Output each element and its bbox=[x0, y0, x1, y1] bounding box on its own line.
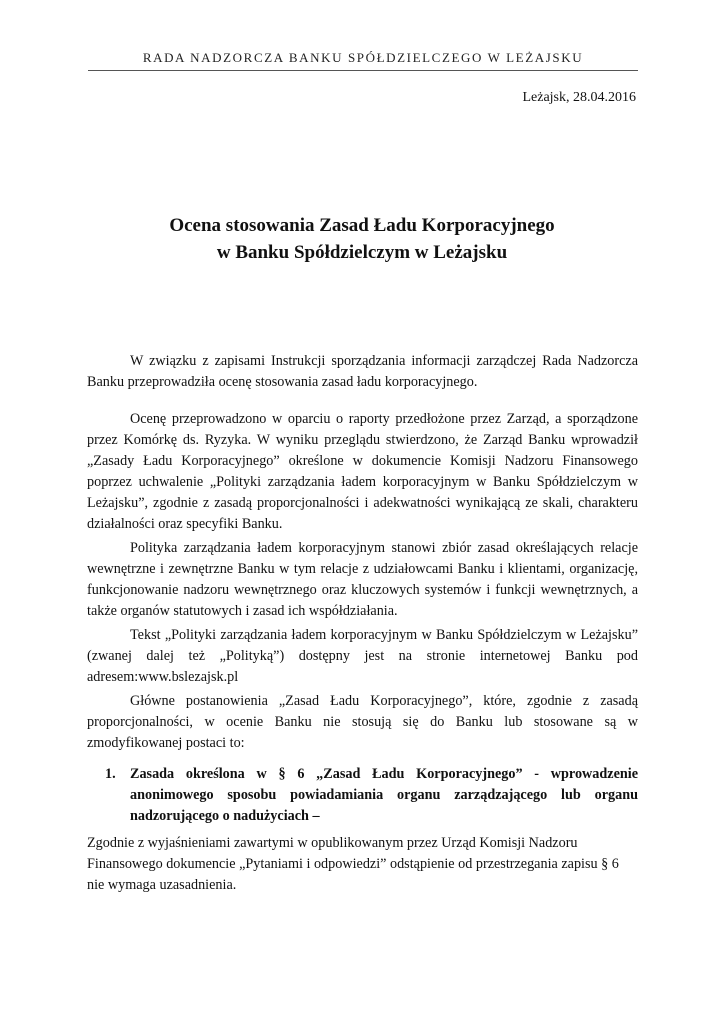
letterhead-org-name: RADA NADZORCZA BANKU SPÓŁDZIELCZEGO W LEŻAJSKU bbox=[142, 50, 584, 65]
paragraph-1: W związku z zapisami Instrukcji sporządzania informacji zarządczej Rada Nadzorcza Banku przeprowadziła ocenę stosowania zasad ładu korporacyjnego. bbox=[87, 353, 638, 390]
paragraph-2: Ocenę przeprowadzono w oparciu o raporty przedłożone przez Zarząd, a sporządzone przez Komórkę ds. Ryzyka. W wyniku przeglądu stwierdzono, że Zarząd Banku wprowadził „Zasady Ładu Korporacyjnego” określone w dokumencie Komisji Nadzoru Finansowego poprzez uchwalenie „Polityki zarządzania ładem korporacyjnym w Banku Spółdzielczym w Leżajsku”, zgodnie z zasadą proporcjonalności i adekwatności wynikającą ze skali, charakteru działalności oraz specyfiki Banku. bbox=[87, 411, 638, 532]
closing-paragraph: Zgodnie z wyjaśnieniami zawartymi w opublikowanym przez Urząd Komisji Nadzoru Finansowego dokumencie „Pytaniami i odpowiedzi” odstąpienie od przestrzegania zapisu § 6 nie wymaga uzasadnienia. bbox=[87, 835, 619, 893]
list-item-1 bbox=[105, 764, 638, 827]
paragraph-5: Główne postanowienia „Zasad Ładu Korporacyjnego”, które, zgodnie z zasadą proporcjonalności, w ocenie Banku nie stosują się do Banku lub stosowane są w zmodyfikowanej postaci to: bbox=[87, 693, 638, 751]
closing-paragraph-block bbox=[87, 833, 638, 896]
list-item-text: Zasada określona w § 6 „Zasad Ładu Korporacyjnego” - wprowadzenie anonimowego sposobu powiadamiania organu zarządzającego lub organu nadzorującego o nadużyciach – bbox=[130, 766, 638, 824]
paragraph-3: Polityka zarządzania ładem korporacyjnym stanowi zbiór zasad określających relacje wewnętrzne i zewnętrzne Banku w tym relacje z udziałowcami Banku i klientami, organizację, funkcjonowanie nadzoru wewnętrznego oraz kluczowych systemów i funkcji wewnętrznych, a także organów statutowych i zasad ich współdziałania. bbox=[87, 540, 638, 619]
list-item-number: 1. bbox=[105, 766, 116, 782]
paragraph-4: Tekst „Polityki zarządzania ładem korporacyjnym w Banku Spółdzielczym w Leżajsku” (zwanej dalej też „Polityką”) dostępny jest na stronie internetowej Banku pod adresem:www.bslezajsk.pl bbox=[87, 627, 638, 685]
paragraph-2-block bbox=[87, 409, 638, 535]
paragraph-1-block bbox=[87, 351, 638, 393]
document-title-line-1: Ocena stosowania Zasad Ładu Korporacyjnego bbox=[169, 215, 555, 236]
paragraph-4-block bbox=[87, 625, 638, 688]
date-line: Leżajsk, 28.04.2016 bbox=[522, 90, 636, 105]
paragraph-5-block bbox=[87, 691, 638, 754]
paragraph-3-block bbox=[87, 538, 638, 622]
letterhead-divider bbox=[88, 70, 638, 71]
document-title-line-2: w Banku Spółdzielczym w Leżajsku bbox=[216, 242, 508, 263]
